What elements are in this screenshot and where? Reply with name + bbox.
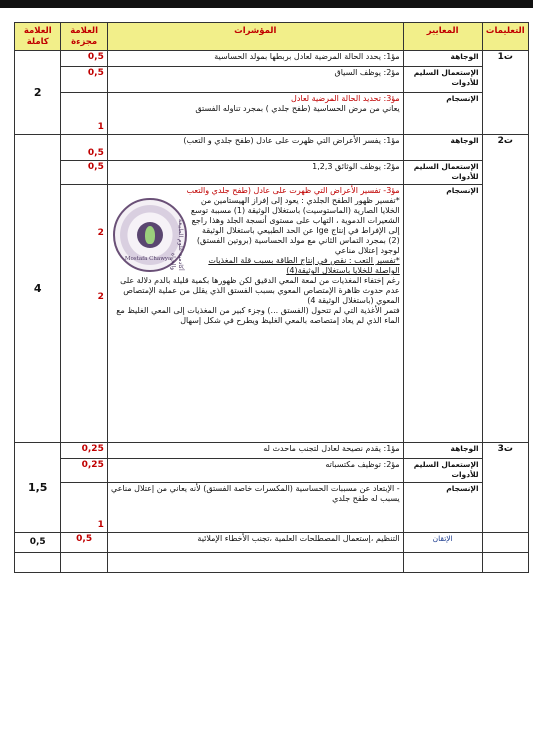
blank-cell-5 xyxy=(15,553,61,573)
mastery-mark: 0,5 xyxy=(61,533,107,553)
mastery-indicator: التنظيم ،إستعمال المصطلحات العلمية ،تجنب الأخطاء الإملائية xyxy=(107,533,403,553)
q3-indicator-2: مؤ2: توظيف مكتسباته xyxy=(107,459,403,483)
q3-criterion-tools: الإستعمال السليم للأدوات xyxy=(403,459,482,483)
top-dark-bar xyxy=(0,0,533,8)
stamp-text-latin: Mostafa Chawya xyxy=(124,256,172,263)
blank-cell-1 xyxy=(482,553,528,573)
q3-indicator-3: - الإبتعاد عن مسببات الحساسية (المكسرات خاصة الفستق) لأنه يعاني من إعتلال مناعي يسبب له طفح جلدي xyxy=(107,483,403,533)
q1-mark-3: 1 xyxy=(61,93,107,135)
q2-mark-1: 0,5 xyxy=(61,135,107,161)
blank-cell-4 xyxy=(61,553,107,573)
q2-indicator-3 xyxy=(107,185,403,443)
blank-row xyxy=(15,553,529,573)
mastery-criterion: الإتقان xyxy=(403,533,482,553)
leaf-icon xyxy=(145,226,155,244)
q2-rash-explanation: *تفسير ظهور الطفح الجلدي : يعود إلى إفراز الهيستامين من الخلايا الصارية (الماستوسيت) باستغلال الوثيقة (1) مسببة توسع الشعيرات الدموية ، التهاب على مستوى أنسجة الجلد وهذا راجع إلى الإفراط في إنتاج Ige عن الحد الطبيعي باستغلال الوثيقة (2) بمجرد التماس الثاني مع مولد الحساسية (بروتين الفستق) لوجود إعتلال مناعي xyxy=(190,196,400,256)
q3-total: 1,5 xyxy=(15,443,61,533)
stamp-text-arabic: أكادمية علوم الطبيعة والحياة xyxy=(169,218,184,271)
q3-row-tools xyxy=(15,459,529,483)
blank-cell-2 xyxy=(403,553,482,573)
q1-label: ت1 xyxy=(482,51,528,135)
q1-row-coherence xyxy=(15,93,529,135)
header-instructions: التعليمات xyxy=(482,23,528,51)
q2-diarrhea-explanation: فتمر الأغذية التي لم تتحول (الفستق ...) وجزء كبير من المغذيات إلى المعي الغليظ مع الماء الذي لم يعاد إمتصاصه بالمعي الغليظ ويطرح في شكل إسهال xyxy=(116,306,400,326)
q3-mark-2: 0,25 xyxy=(61,459,107,483)
q2-fatigue-explanation: *تفسير التعب : نقص في إنتاج الطاقة بسبب قلة المغذيات الواصلة للخلايا باستغلال الوثيقة(4) xyxy=(208,256,400,276)
q2-mark-2: 0,5 xyxy=(61,161,107,185)
header-row xyxy=(15,23,529,51)
q1-criterion-relevance: الوجاهة xyxy=(403,51,482,67)
q3-label: ت3 xyxy=(482,443,528,533)
grading-table-page xyxy=(14,22,529,573)
q2-criterion-tools: الإستعمال السليم للأدوات xyxy=(403,161,482,185)
q3-criterion-coherence: الإنسجام xyxy=(403,483,482,533)
q2-indicator-2: مؤ2: يوظف الوثائق 1,2,3 xyxy=(107,161,403,185)
q1-mark-2: 0,5 xyxy=(61,67,107,93)
blank-cell-3 xyxy=(107,553,403,573)
q3-indicator-1: مؤ1: يقدم نصيحة لعادل لتجنب ماحدث له xyxy=(107,443,403,459)
q2-total: 4 xyxy=(15,135,61,443)
q3-row-relevance xyxy=(15,443,529,459)
q1-row-tools xyxy=(15,67,529,93)
mastery-row xyxy=(15,533,529,553)
q3-mark-1: 0,25 xyxy=(61,443,107,459)
q1-indicator-1: مؤ1: يحدد الحالة المرضية لعادل بربطها بمولد الحساسية xyxy=(107,51,403,67)
q3-criterion-relevance: الوجاهة xyxy=(403,443,482,459)
q1-indicator-2: مؤ2: يوظف السياق xyxy=(107,67,403,93)
q2-mark-3a: 2 xyxy=(97,228,104,239)
mastery-total: 0,5 xyxy=(15,533,61,553)
q1-total: 2 xyxy=(15,51,61,135)
header-partial-mark: العلامة مجزءة xyxy=(61,23,107,51)
q2-row-relevance xyxy=(15,135,529,161)
q2-mark-3 xyxy=(61,185,107,443)
q1-indicator-3-text: يعاني من مرض الحساسية (طفح جلدي ) بمجرد تناوله الفستق xyxy=(195,104,400,114)
q1-mark-1: 0,5 xyxy=(61,51,107,67)
q1-indicator-3-title: مؤ3: تحديد الحالة المرضية لعادل xyxy=(291,94,400,104)
q2-row-tools xyxy=(15,161,529,185)
q2-criterion-relevance: الوجاهة xyxy=(403,135,482,161)
grading-table xyxy=(14,22,529,573)
q2-indicator-3-title: مؤ3- تفسير الأعراض التي ظهرت على عادل (طفح جلدي والتعب xyxy=(186,186,400,196)
header-total-mark: العلامة كاملة xyxy=(15,23,61,51)
q1-criterion-tools: الإستعمال السليم للأدوات xyxy=(403,67,482,93)
q3-row-coherence xyxy=(15,483,529,533)
q1-indicator-3 xyxy=(107,93,403,135)
q2-indicator-1: مؤ1: يفسر الأعراض التي ظهرت على عادل (طفح جلدي و التعب) xyxy=(107,135,403,161)
q2-row-coherence xyxy=(15,185,529,443)
academy-stamp-logo xyxy=(113,198,187,272)
q1-row-relevance xyxy=(15,51,529,67)
header-criteria: المعايير xyxy=(403,23,482,51)
q2-label: ت2 xyxy=(482,135,528,443)
q2-criterion-coherence: الإنسجام xyxy=(403,185,482,443)
mastery-label-empty xyxy=(482,533,528,553)
q2-absorption-explanation: رغم إختفاء المغذيات من لمعة المعي الدقيق لكن ظهورها بكمية قليلة بالدم دلالة على عدم حدوث ظاهرة الإمتصاص المعوي بسبب الفستق الذي يقلل من عملية الإمتصاص المعوي (باستغلال الوثيقة 4) xyxy=(120,276,400,306)
header-indicators: المؤشرات xyxy=(107,23,403,51)
q3-mark-3: 1 xyxy=(61,483,107,533)
q1-criterion-coherence: الإنسجام xyxy=(403,93,482,135)
q2-mark-3b: 2 xyxy=(97,291,104,302)
